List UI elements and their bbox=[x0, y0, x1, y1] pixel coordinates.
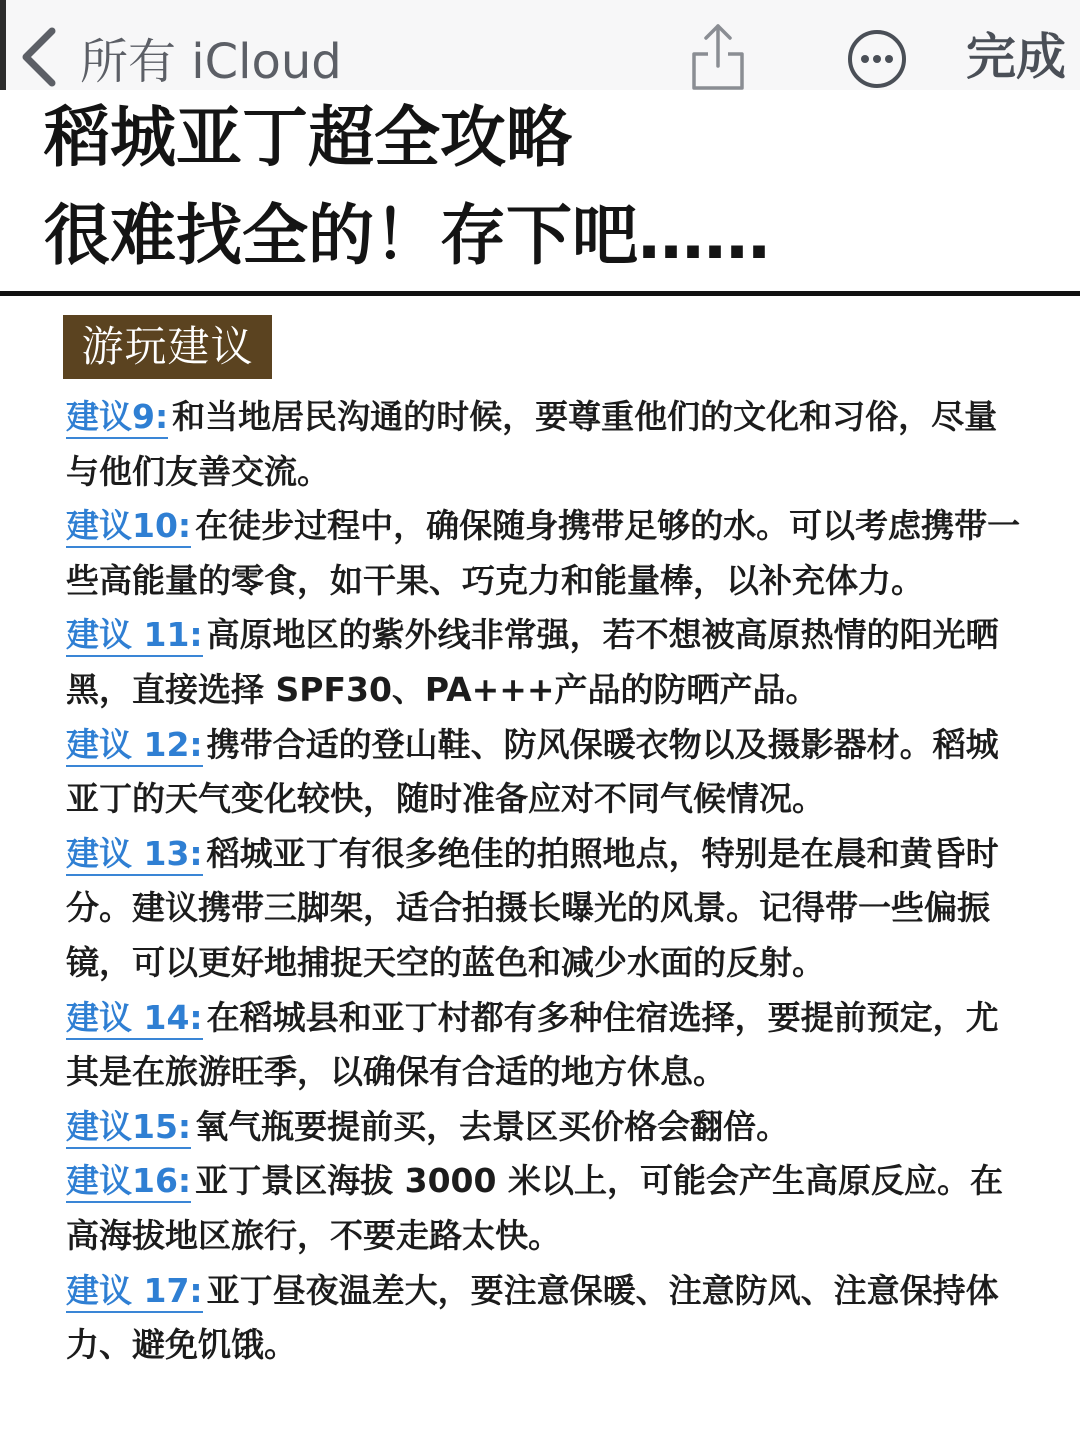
page-title: 稻城亚丁超全攻略 bbox=[44, 99, 572, 176]
tip-item bbox=[66, 1264, 1026, 1373]
back-button[interactable] bbox=[18, 22, 342, 92]
tip-item bbox=[66, 991, 1026, 1100]
page-subtitle: 很难找全的！存下吧…… bbox=[44, 197, 770, 274]
tip-text: 在稻城县和亚丁村都有多种住宿选择，要提前预定，尤其是在旅游旺季，以确保有合适的地方休息。 bbox=[66, 997, 999, 1092]
tip-label[interactable]: 建议9: bbox=[66, 397, 168, 439]
tip-text: 携带合适的登山鞋、防风保暖衣物以及摄影器材。稻城亚丁的天气变化较快，随时准备应对不同气候情况。 bbox=[66, 724, 999, 819]
tip-item bbox=[66, 1154, 1026, 1263]
tips-list bbox=[66, 390, 1026, 1373]
tip-item bbox=[66, 1100, 1026, 1155]
tip-label[interactable]: 建议10: bbox=[66, 506, 191, 548]
tip-text: 亚丁昼夜温差大，要注意保暖、注意防风、注意保持体力、避免饥饿。 bbox=[66, 1270, 999, 1365]
tip-label[interactable]: 建议 14: bbox=[66, 998, 203, 1040]
tip-item bbox=[66, 718, 1026, 827]
section-tag: 游玩建议 bbox=[63, 315, 272, 379]
tip-item bbox=[66, 499, 1026, 608]
tip-label[interactable]: 建议 11: bbox=[66, 615, 203, 657]
tip-item bbox=[66, 608, 1026, 717]
tip-label[interactable]: 建议 17: bbox=[66, 1271, 203, 1313]
tip-label[interactable]: 建议 13: bbox=[66, 834, 203, 876]
tip-text: 高原地区的紫外线非常强，若不想被高原热情的阳光晒黑，直接选择 SPF30、PA+++产品的防晒产品。 bbox=[66, 615, 999, 709]
share-button[interactable] bbox=[688, 20, 748, 92]
tip-label[interactable]: 建议 12: bbox=[66, 725, 203, 767]
tip-label[interactable]: 建议15: bbox=[66, 1107, 191, 1149]
tip-text: 氧气瓶要提前买，去景区买价格会翻倍。 bbox=[195, 1106, 790, 1146]
tip-text: 稻城亚丁有很多绝佳的拍照地点，特别是在晨和黄昏时分。建议携带三脚架，适合拍摄长曝光的风景。记得带一些偏振镜，可以更好地捕捉天空的蓝色和减少水面的反射。 bbox=[66, 833, 999, 982]
tip-text: 亚丁景区海拔 3000 米以上，可能会产生高原反应。在高海拔地区旅行，不要走路太快。 bbox=[66, 1161, 1003, 1255]
tip-label[interactable]: 建议16: bbox=[66, 1161, 191, 1203]
title-block bbox=[0, 90, 1080, 295]
tip-text: 在徒步过程中，确保随身携带足够的水。可以考虑携带一些高能量的零食，如干果、巧克力和能量棒，以补充体力。 bbox=[66, 506, 1021, 600]
chevron-left-icon bbox=[18, 25, 58, 89]
back-label: 所有 iCloud bbox=[80, 33, 342, 90]
tip-text: 和当地居民沟通的时候，要尊重他们的文化和习俗，尽量与他们友善交流。 bbox=[66, 397, 998, 491]
done-button[interactable]: 完成 bbox=[966, 28, 1066, 86]
tip-item bbox=[66, 827, 1026, 991]
more-button[interactable] bbox=[846, 28, 908, 90]
tip-item bbox=[66, 390, 1026, 499]
title-divider bbox=[0, 291, 1080, 296]
